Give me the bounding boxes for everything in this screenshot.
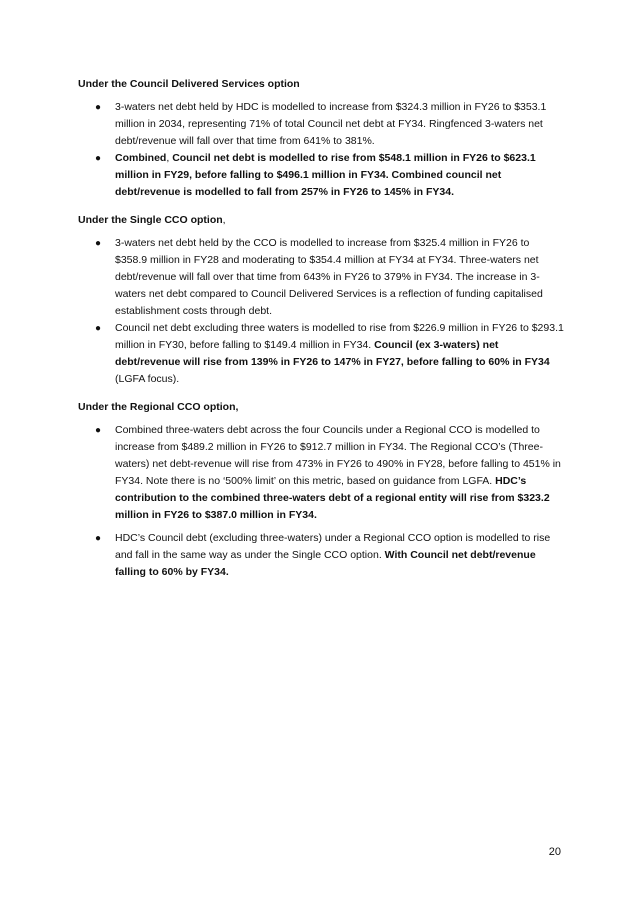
document-body xyxy=(78,75,564,591)
bullet-icon: ● xyxy=(95,153,102,164)
list-item: ● HDC’s Council debt (excluding three-waters) under a Regional CCO option is modelled to rise and fall in the same way as under the Single CCO option. With Council net debt/revenue falling to 60% by FY34. xyxy=(95,532,551,578)
bullet-icon: ● xyxy=(95,323,102,334)
section-heading-council-delivered: Under the Council Delivered Services option xyxy=(78,78,300,90)
bullet-icon: ● xyxy=(95,425,102,436)
list-item: ● Combined three-waters debt across the four Councils under a Regional CCO is modelled to increase from $489.2 million in FY26 to $912.7 million in FY34. The Regional CCO’s (Three-waters) net debt-revenue will rise from 473% in FY26 to 490% in FY28, before falling to 451% in FY34. Note there is no ‘500% limit’ on this metric, based on guidance from LGFA. HDC’s contribution to the combined three-waters debt of a regional entity will rise from $323.2 million in FY26 to $387.0 million in FY34. xyxy=(95,424,561,521)
page-number: 20 xyxy=(548,846,561,858)
bullet-icon: ● xyxy=(95,238,102,249)
section-heading-single-cco: Under the Single CCO option, xyxy=(78,214,226,226)
list-item: ● 3-waters net debt held by the CCO is modelled to increase from $325.4 million in FY26 to $358.9 million in FY28 and moderating to $354.4 million at FY34 at FY34. Three-waters net debt/revenue will fall over that time from 643% in FY26 to 379% in FY34. The increase in 3-waters net debt compared to Council Delivered Services is a reflection of funding capitalised establishment costs through debt. xyxy=(95,237,543,317)
bullet-list-single-cco xyxy=(78,235,564,388)
bullet-icon: ● xyxy=(95,102,102,113)
list-item: ● Council net debt excluding three waters is modelled to rise from $226.9 million in FY26 to $293.1 million in FY30, before falling to $149.4 million in FY34. Council (ex 3-waters) net debt/revenue will rise from 139% in FY26 to 147% in FY27, before falling to 60% in FY34 (LGFA focus). xyxy=(95,322,564,385)
bullet-icon: ● xyxy=(95,533,102,544)
list-item: ● 3-waters net debt held by HDC is modelled to increase from $324.3 million in FY26 to $353.1 million in 2034, representing 71% of total Council net debt at FY34. Ringfenced 3-waters net debt/revenue will fall over that time from 641% to 381%. xyxy=(95,101,547,147)
list-item: ● Combined, Council net debt is modelled to rise from $548.1 million in FY26 to $623.1 million in FY29, before falling to $496.1 million in FY34. Combined council net debt/revenue is modelled to fall from 257% in FY26 to 145% in FY34. xyxy=(95,152,536,198)
bullet-list-council-delivered xyxy=(78,99,564,201)
bullet-list-regional-cco xyxy=(78,422,564,581)
section-heading-regional-cco: Under the Regional CCO option, xyxy=(78,401,239,413)
